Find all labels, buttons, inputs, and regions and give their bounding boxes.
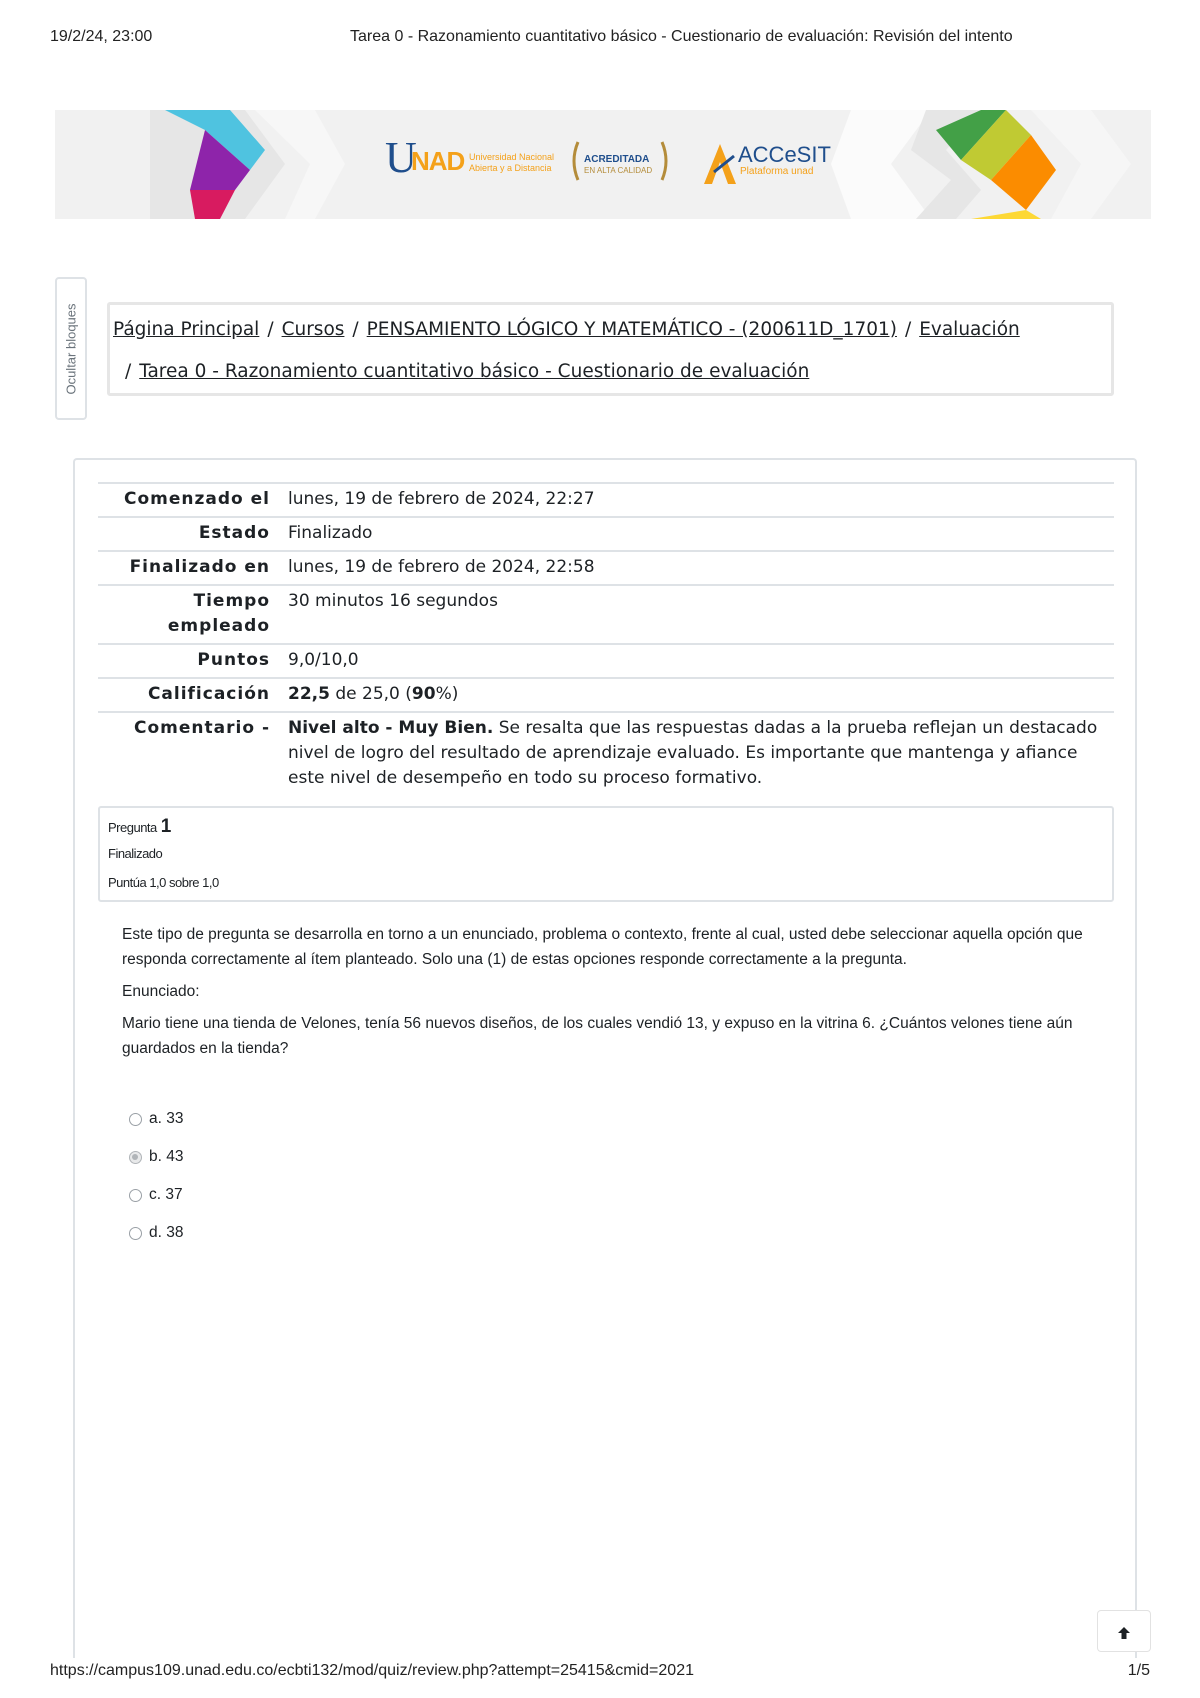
accesit-logo xyxy=(700,138,830,188)
accesit-subtitle: Plataforma unad xyxy=(740,166,814,177)
time-label xyxy=(98,585,288,644)
question-info-box xyxy=(98,806,1114,902)
breadcrumb-courses-link[interactable]: Cursos xyxy=(281,319,345,340)
breadcrumb-evaluation-link[interactable]: Evaluación xyxy=(919,319,1020,340)
question-grade: Puntúa 1,0 sobre 1,0 xyxy=(108,875,219,890)
question-number xyxy=(108,816,171,838)
finished-label: Finalizado en xyxy=(98,551,288,585)
print-page-number: 1/5 xyxy=(1127,1662,1150,1679)
hide-blocks-label: Ocultar bloques xyxy=(63,302,79,395)
question-intro: Este tipo de pregunta se desarrolla en torno a un enunciado, problema o contexto, frente al cual, usted debe seleccionar aquella opción que responda correctamente al ítem planteado. Solo una (1) de estas opciones responde correctamente a la pregunta. xyxy=(122,926,1083,968)
summary-row-state xyxy=(98,517,1114,551)
summary-row-finished xyxy=(98,551,1114,585)
question-enunciado-label: Enunciado: xyxy=(122,983,200,1000)
question-statement: Mario tiene una tienda de Velones, tenía 56 nuevos diseños, de los cuales vendió 13, y expuso en la vitrina 6. ¿Cuántos velones tiene aún guardados en la tienda? xyxy=(122,1015,1073,1057)
breadcrumb-line-1 xyxy=(113,319,1020,340)
radio-c[interactable] xyxy=(129,1189,142,1202)
arrow-up-icon xyxy=(1116,1625,1132,1641)
comment-value xyxy=(288,712,1114,795)
answer-label-c: c. 37 xyxy=(149,1186,183,1203)
points-label: Puntos xyxy=(98,644,288,678)
breadcrumb-separator: / xyxy=(125,361,132,382)
question-number-value: 1 xyxy=(160,816,171,837)
answer-label-d: d. 38 xyxy=(149,1224,184,1241)
radio-d[interactable] xyxy=(129,1227,142,1240)
attempt-summary-table xyxy=(98,482,1114,795)
comment-bold: Nivel alto - Muy Bien. xyxy=(288,718,494,738)
breadcrumb xyxy=(107,302,1114,396)
grade-value xyxy=(288,678,1114,712)
print-header xyxy=(50,28,1150,48)
comment-label: Comentario - xyxy=(98,712,288,795)
points-value: 9,0/10,0 xyxy=(288,644,1114,678)
acreditada-text: ACREDITADA xyxy=(584,154,650,165)
time-label-line-2: empleado xyxy=(167,616,270,636)
breadcrumb-quiz-link[interactable]: Tarea 0 - Razonamiento cuantitativo básico - Cuestionario de evaluación xyxy=(139,361,810,382)
quiz-review-region xyxy=(73,458,1137,1658)
print-datetime: 19/2/24, 23:00 xyxy=(50,28,153,45)
summary-row-comment xyxy=(98,712,1114,795)
breadcrumb-separator: / xyxy=(904,319,912,340)
summary-row-points xyxy=(98,644,1114,678)
finished-value: lunes, 19 de febrero de 2024, 22:58 xyxy=(288,551,1114,585)
summary-row-time xyxy=(98,585,1114,644)
print-footer xyxy=(50,1662,1150,1682)
summary-row-grade xyxy=(98,678,1114,712)
breadcrumb-separator: / xyxy=(267,319,274,340)
acreditada-seal xyxy=(570,138,670,184)
grade-score: 22,5 xyxy=(288,684,330,704)
accesit-name: ACCeSIT xyxy=(738,142,831,167)
print-title: Tarea 0 - Razonamiento cuantitativo básico - Cuestionario de evaluación: Revisión del intento xyxy=(350,28,1013,45)
summary-row-started xyxy=(98,483,1114,517)
unad-logo-nad: NAD xyxy=(411,146,465,176)
state-value: Finalizado xyxy=(288,517,1114,551)
grade-label: Calificación xyxy=(98,678,288,712)
state-label: Estado xyxy=(98,517,288,551)
answer-label-b: b. 43 xyxy=(149,1148,184,1165)
print-url: https://campus109.unad.edu.co/ecbti132/mod/quiz/review.php?attempt=25415&cmid=2021 xyxy=(50,1662,694,1679)
unad-logo-u: U xyxy=(385,133,417,182)
unad-logo-subtitle: Universidad Nacional Abierta y a Distancia xyxy=(469,152,555,173)
breadcrumb-line-2 xyxy=(113,361,809,382)
started-value: lunes, 19 de febrero de 2024, 22:27 xyxy=(288,483,1114,517)
time-value: 30 minutos 16 segundos xyxy=(288,585,1114,644)
grade-of: de 25,0 ( xyxy=(329,684,412,704)
radio-b[interactable] xyxy=(129,1151,142,1164)
site-banner xyxy=(55,110,1151,219)
grade-percent: 90 xyxy=(411,684,436,704)
hide-blocks-toggle[interactable] xyxy=(55,277,87,420)
radio-a[interactable] xyxy=(129,1113,142,1126)
answer-label-a: a. 33 xyxy=(149,1110,184,1127)
acreditada-subtext: EN ALTA CALIDAD xyxy=(584,166,653,175)
grade-close: %) xyxy=(435,684,459,704)
started-label: Comenzado el xyxy=(98,483,288,517)
banner-right-decoration xyxy=(831,110,1151,219)
time-label-line-1: Tiempo xyxy=(193,591,270,611)
breadcrumb-separator: / xyxy=(352,319,359,340)
question-text xyxy=(122,922,1102,1068)
scroll-to-top-button[interactable] xyxy=(1097,1610,1151,1652)
breadcrumb-home-link[interactable]: Página Principal xyxy=(113,319,260,340)
question-state: Finalizado xyxy=(108,846,163,861)
question-label: Pregunta xyxy=(108,820,157,835)
banner-left-decoration xyxy=(55,110,355,219)
comment-text: Se resalta que las respuestas dadas a la prueba reflejan un destacado nivel de logro del resultado de aprendizaje evaluado. Es importante que mantenga y afiance este nivel de desempeño en todo su proceso formativo. xyxy=(288,718,1098,788)
breadcrumb-course-link[interactable]: PENSAMIENTO LÓGICO Y MATEMÁTICO - (200611D_1701) xyxy=(366,319,897,340)
